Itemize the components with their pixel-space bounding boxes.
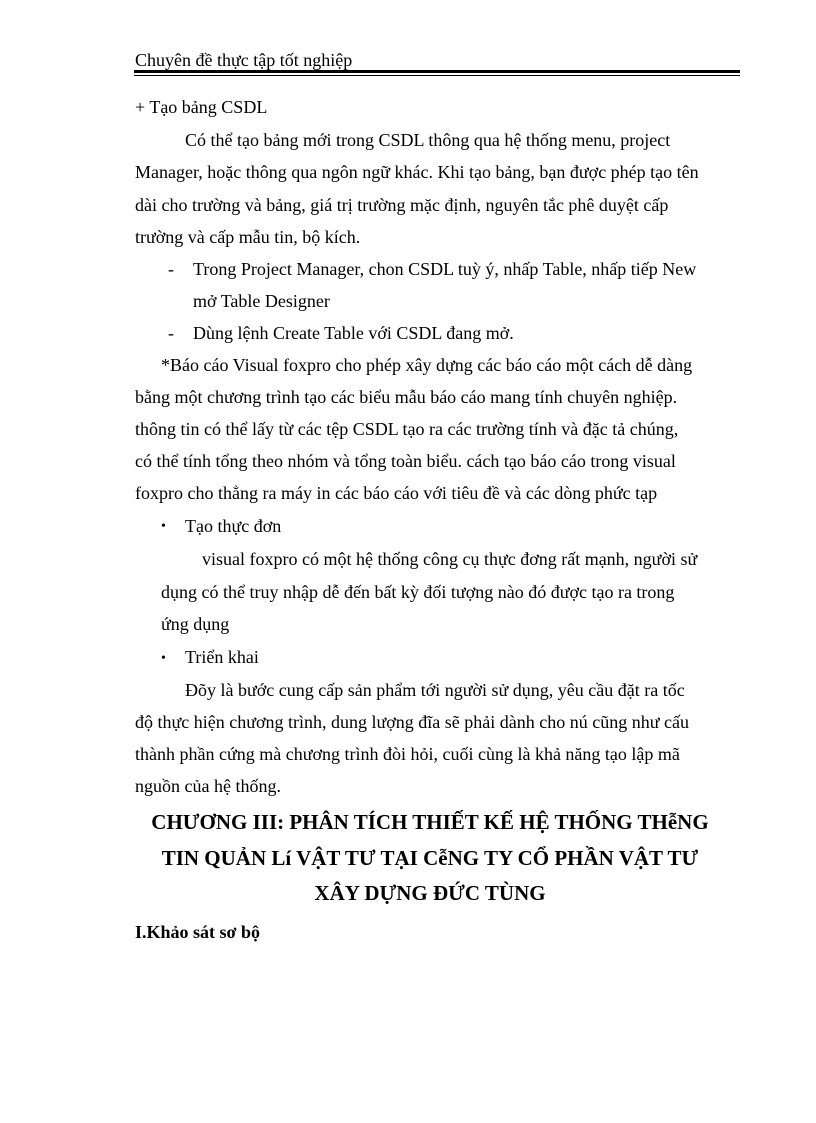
paragraph-line: foxpro cho thẳng ra máy in các báo cáo với tiêu đề và các dòng phức tạp [135,483,658,503]
paragraph-line: nguồn của hệ thống. [135,776,281,796]
heading-create-table: + Tạo bảng CSDL [135,97,268,117]
chapter-title-line: CHƯƠNG III: PHÂN TÍCH THIẾT KẾ HỆ THỐNG THễNG [151,810,709,834]
paragraph-line: có thể tính tổng theo nhóm và tổng toàn biểu. cách tạo báo cáo trong visual [135,451,676,471]
paragraph-line: thông tin có thể lấy từ các tệp CSDL tạo ra các trường tính và đặc tả chúng, [135,419,679,439]
header-rule-thin [134,75,740,76]
paragraph-line: dài cho trường và bảng, giá trị trường mặc định, nguyên tắc phê duyệt cấp [135,195,669,215]
paragraph-line: Manager, hoặc thông qua ngôn ngữ khác. Khi tạo bảng, bạn được phép tạo tên [135,162,699,182]
paragraph-line: ứng dụng [161,614,230,634]
paragraph-line: thành phần cứng mà chương trình đòi hỏi, cuối cùng là khả năng tạo lập mã [135,744,680,764]
paragraph-line: Có thể tạo bảng mới trong CSDL thông qua hệ thống menu, project [185,130,671,150]
paragraph-line: độ thực hiện chương trình, dung lượng đĩa sẽ phải dành cho nú cũng như cấu [135,712,689,732]
dash-item-line: Dùng lệnh Create Table với CSDL đang mở. [193,323,514,343]
paragraph-line: visual foxpro có một hệ thống công cụ thực đơng rất mạnh, người sử [202,549,698,569]
paragraph-line: Đõy là bước cung cấp sản phẩm tới người sử dụng, yêu cầu đặt ra tốc [185,680,685,700]
chapter-title-line: XÂY DỰNG ĐỨC TÙNG [314,881,546,905]
dash-marker: - [168,323,174,343]
chapter-title-line: TIN QUẢN Lí VẬT TƯ TẠI CễNG TY CỔ PHẦN VẬT TƯ [161,846,699,870]
bullet-item-label: Tạo thực đơn [185,516,282,536]
paragraph-line: trường và cấp mẫu tin, bộ kích. [135,227,361,247]
dash-marker: - [168,259,174,279]
page-header-title: Chuyên đề thực tập tốt nghiệp [135,50,353,70]
paragraph-line: dụng có thể truy nhập dễ đến bất kỳ đối tượng nào đó được tạo ra trong [161,582,675,602]
dash-item-line: mở Table Designer [193,291,330,311]
header-rule-thick [134,70,740,73]
bullet-marker: • [161,651,166,666]
dash-item-line: Trong Project Manager, chon CSDL tuỳ ý, nhấp Table, nhấp tiếp New [193,259,697,279]
paragraph-line: *Báo cáo Visual foxpro cho phép xây dựng các báo cáo một cách dễ dàng [161,355,693,375]
bullet-item-label: Triển khai [185,647,259,667]
section-title: I.Khảo sát sơ bộ [135,922,260,942]
bullet-marker: • [161,519,166,534]
paragraph-line: bằng một chương trình tạo các biểu mẫu báo cáo mang tính chuyên nghiệp. [135,387,678,407]
